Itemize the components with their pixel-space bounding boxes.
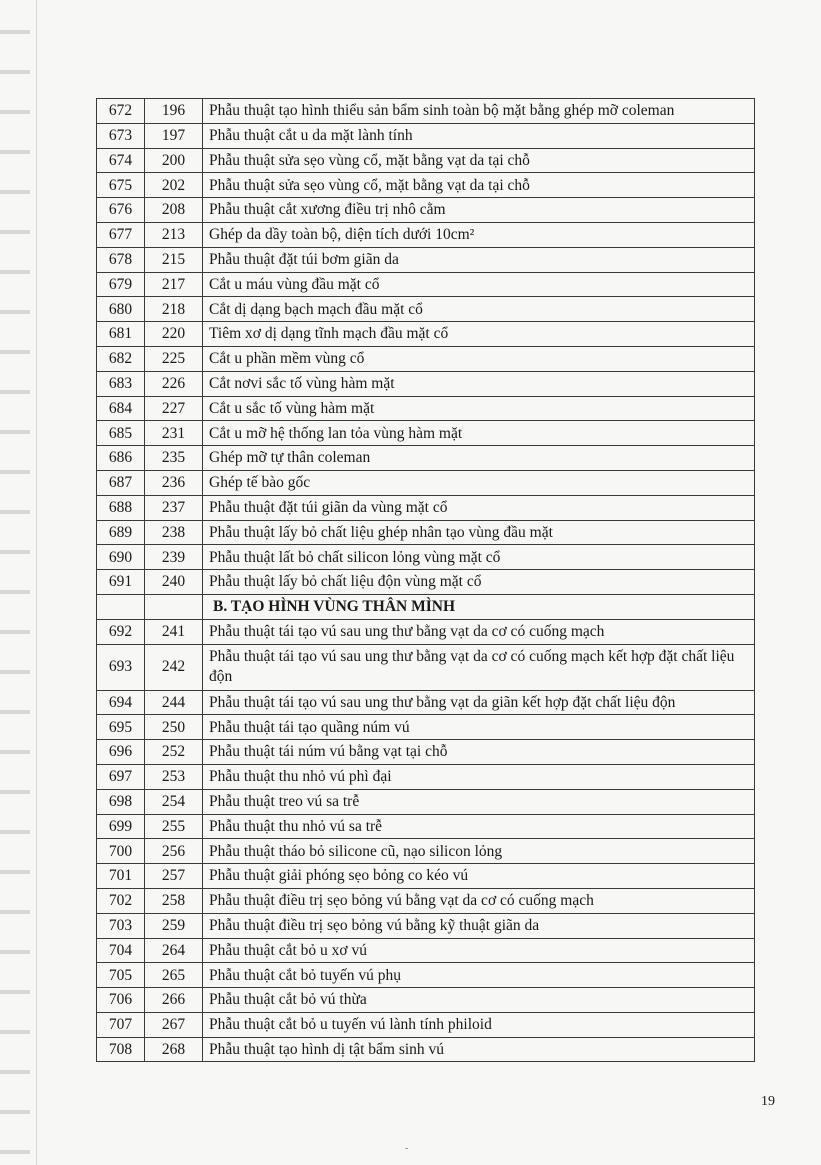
table-row bbox=[97, 913, 755, 938]
row-code-cell: 215 bbox=[145, 247, 203, 272]
page-number: 19 bbox=[761, 1094, 775, 1109]
table-row bbox=[97, 988, 755, 1013]
table-row bbox=[97, 346, 755, 371]
row-code-cell: 226 bbox=[145, 371, 203, 396]
row-stt-cell: 687 bbox=[97, 470, 145, 495]
row-code-cell: 239 bbox=[145, 545, 203, 570]
row-stt-cell: 697 bbox=[97, 764, 145, 789]
table-row bbox=[97, 247, 755, 272]
row-code-cell: 225 bbox=[145, 346, 203, 371]
row-name-cell: Cắt u mỡ hệ thống lan tỏa vùng hàm mặt bbox=[203, 421, 755, 446]
row-code-cell: 213 bbox=[145, 222, 203, 247]
row-name-cell: Phẫu thuật cắt bỏ vú thừa bbox=[203, 988, 755, 1013]
binding-holes bbox=[0, 0, 30, 1165]
row-name-cell: Cắt dị dạng bạch mạch đầu mặt cổ bbox=[203, 297, 755, 322]
row-code-cell: 227 bbox=[145, 396, 203, 421]
table-row bbox=[97, 148, 755, 173]
row-stt-cell: 696 bbox=[97, 740, 145, 765]
row-code-cell: 264 bbox=[145, 938, 203, 963]
row-code-cell: 252 bbox=[145, 740, 203, 765]
row-name-cell: Ghép tế bào gốc bbox=[203, 470, 755, 495]
row-code-cell: 253 bbox=[145, 764, 203, 789]
row-name-cell: Phẫu thuật treo vú sa trễ bbox=[203, 789, 755, 814]
row-name-cell: Phẫu thuật đặt túi giãn da vùng mặt cổ bbox=[203, 495, 755, 520]
row-name-cell: Phẫu thuật tái tạo vú sau ung thư bằng vạt da cơ có cuống mạch kết hợp đặt chất liệu độn bbox=[203, 644, 755, 690]
table-row bbox=[97, 715, 755, 740]
row-code-cell: 237 bbox=[145, 495, 203, 520]
row-stt-cell: 698 bbox=[97, 789, 145, 814]
table-row bbox=[97, 1012, 755, 1037]
table-row bbox=[97, 864, 755, 889]
row-code-cell: 240 bbox=[145, 570, 203, 595]
row-code-cell: 208 bbox=[145, 198, 203, 223]
row-stt-cell: 694 bbox=[97, 690, 145, 715]
row-code-cell: 254 bbox=[145, 789, 203, 814]
row-stt-cell: 703 bbox=[97, 913, 145, 938]
table-row bbox=[97, 446, 755, 471]
row-name-cell: Phẫu thuật thu nhỏ vú sa trễ bbox=[203, 814, 755, 839]
row-stt-cell: 702 bbox=[97, 888, 145, 913]
table-row bbox=[97, 198, 755, 223]
row-code-cell: 218 bbox=[145, 297, 203, 322]
row-stt-cell: 683 bbox=[97, 371, 145, 396]
row-stt-cell: 695 bbox=[97, 715, 145, 740]
row-code-cell: 244 bbox=[145, 690, 203, 715]
row-name-cell: Cắt u sắc tố vùng hàm mặt bbox=[203, 396, 755, 421]
row-stt-cell: 706 bbox=[97, 988, 145, 1013]
row-code-cell: 242 bbox=[145, 644, 203, 690]
row-name-cell: Phẫu thuật tái tạo vú sau ung thư bằng vạt da giãn kết hợp đặt chất liệu độn bbox=[203, 690, 755, 715]
row-code-cell: 236 bbox=[145, 470, 203, 495]
row-code-cell: 238 bbox=[145, 520, 203, 545]
row-name-cell: Phẫu thuật sửa sẹo vùng cổ, mặt bằng vạt da tại chỗ bbox=[203, 148, 755, 173]
row-stt-cell: 700 bbox=[97, 839, 145, 864]
row-stt-cell: 693 bbox=[97, 644, 145, 690]
row-name-cell: Ghép mỡ tự thân coleman bbox=[203, 446, 755, 471]
row-code-cell bbox=[145, 594, 203, 619]
procedure-table-body bbox=[97, 99, 755, 1062]
table-row bbox=[97, 545, 755, 570]
row-code-cell: 200 bbox=[145, 148, 203, 173]
row-name-cell: B. TẠO HÌNH VÙNG THÂN MÌNH bbox=[203, 594, 755, 619]
table-row bbox=[97, 123, 755, 148]
row-stt-cell: 678 bbox=[97, 247, 145, 272]
row-code-cell: 259 bbox=[145, 913, 203, 938]
scan-mark: ‑ bbox=[405, 1143, 409, 1154]
row-stt-cell: 699 bbox=[97, 814, 145, 839]
table-row bbox=[97, 173, 755, 198]
row-code-cell: 268 bbox=[145, 1037, 203, 1062]
table-row bbox=[97, 839, 755, 864]
row-stt-cell bbox=[97, 594, 145, 619]
row-code-cell: 250 bbox=[145, 715, 203, 740]
row-code-cell: 256 bbox=[145, 839, 203, 864]
row-stt-cell: 674 bbox=[97, 148, 145, 173]
row-name-cell: Phẫu thuật tái tạo quầng núm vú bbox=[203, 715, 755, 740]
row-name-cell: Phẫu thuật tái núm vú bằng vạt tại chỗ bbox=[203, 740, 755, 765]
row-stt-cell: 691 bbox=[97, 570, 145, 595]
row-name-cell: Phẫu thuật lất bỏ chất silicon lỏng vùng mặt cổ bbox=[203, 545, 755, 570]
table-row bbox=[97, 764, 755, 789]
row-code-cell: 267 bbox=[145, 1012, 203, 1037]
procedure-table bbox=[96, 98, 755, 1062]
row-name-cell: Phẫu thuật điều trị sẹo bỏng vú bằng vạt da cơ có cuống mạch bbox=[203, 888, 755, 913]
row-stt-cell: 690 bbox=[97, 545, 145, 570]
row-stt-cell: 672 bbox=[97, 99, 145, 124]
row-name-cell: Phẫu thuật tạo hình thiểu sản bẩm sinh toàn bộ mặt bằng ghép mỡ coleman bbox=[203, 99, 755, 124]
row-stt-cell: 686 bbox=[97, 446, 145, 471]
row-name-cell: Ghép da dầy toàn bộ, diện tích dưới 10cm² bbox=[203, 222, 755, 247]
row-stt-cell: 688 bbox=[97, 495, 145, 520]
row-name-cell: Phẫu thuật lấy bỏ chất liệu độn vùng mặt cổ bbox=[203, 570, 755, 595]
section-header-row bbox=[97, 594, 755, 619]
row-code-cell: 258 bbox=[145, 888, 203, 913]
row-name-cell: Phẫu thuật cắt bỏ u tuyến vú lành tính philoid bbox=[203, 1012, 755, 1037]
row-name-cell: Phẫu thuật điều trị sẹo bỏng vú bằng kỹ thuật giãn da bbox=[203, 913, 755, 938]
row-name-cell: Cắt u phần mềm vùng cổ bbox=[203, 346, 755, 371]
row-name-cell: Phẫu thuật tháo bỏ silicone cũ, nạo silicon lỏng bbox=[203, 839, 755, 864]
table-row bbox=[97, 371, 755, 396]
row-code-cell: 197 bbox=[145, 123, 203, 148]
row-code-cell: 220 bbox=[145, 322, 203, 347]
row-stt-cell: 680 bbox=[97, 297, 145, 322]
row-name-cell: Cắt nơvi sắc tố vùng hàm mặt bbox=[203, 371, 755, 396]
table-row bbox=[97, 740, 755, 765]
row-stt-cell: 684 bbox=[97, 396, 145, 421]
table-row bbox=[97, 789, 755, 814]
row-stt-cell: 681 bbox=[97, 322, 145, 347]
table-row bbox=[97, 814, 755, 839]
row-code-cell: 231 bbox=[145, 421, 203, 446]
table-row bbox=[97, 495, 755, 520]
table-row bbox=[97, 938, 755, 963]
table-row bbox=[97, 644, 755, 690]
row-code-cell: 217 bbox=[145, 272, 203, 297]
table-row bbox=[97, 963, 755, 988]
row-name-cell: Phẫu thuật thu nhỏ vú phì đại bbox=[203, 764, 755, 789]
row-code-cell: 241 bbox=[145, 619, 203, 644]
table-row bbox=[97, 1037, 755, 1062]
row-name-cell: Phẫu thuật tạo hình dị tật bẩm sinh vú bbox=[203, 1037, 755, 1062]
row-stt-cell: 679 bbox=[97, 272, 145, 297]
row-code-cell: 202 bbox=[145, 173, 203, 198]
row-code-cell: 196 bbox=[145, 99, 203, 124]
row-name-cell: Cắt u máu vùng đầu mặt cổ bbox=[203, 272, 755, 297]
table-row bbox=[97, 322, 755, 347]
table-row bbox=[97, 619, 755, 644]
row-stt-cell: 682 bbox=[97, 346, 145, 371]
row-name-cell: Phẫu thuật cắt bỏ u xơ vú bbox=[203, 938, 755, 963]
table-row bbox=[97, 690, 755, 715]
table-row bbox=[97, 297, 755, 322]
row-name-cell: Phẫu thuật đặt túi bơm giãn da bbox=[203, 247, 755, 272]
row-name-cell: Phẫu thuật cắt bỏ tuyến vú phụ bbox=[203, 963, 755, 988]
row-stt-cell: 689 bbox=[97, 520, 145, 545]
binding-margin-line bbox=[36, 0, 37, 1165]
table-row bbox=[97, 888, 755, 913]
row-name-cell: Phẫu thuật cắt u da mặt lành tính bbox=[203, 123, 755, 148]
table-row bbox=[97, 520, 755, 545]
row-code-cell: 266 bbox=[145, 988, 203, 1013]
row-stt-cell: 677 bbox=[97, 222, 145, 247]
row-name-cell: Phẫu thuật cắt xương điều trị nhô cằm bbox=[203, 198, 755, 223]
row-stt-cell: 685 bbox=[97, 421, 145, 446]
table-row bbox=[97, 272, 755, 297]
row-stt-cell: 704 bbox=[97, 938, 145, 963]
row-stt-cell: 675 bbox=[97, 173, 145, 198]
table-row bbox=[97, 222, 755, 247]
row-stt-cell: 701 bbox=[97, 864, 145, 889]
table-row bbox=[97, 570, 755, 595]
row-name-cell: Phẫu thuật lấy bỏ chất liệu ghép nhân tạo vùng đầu mặt bbox=[203, 520, 755, 545]
row-stt-cell: 673 bbox=[97, 123, 145, 148]
table-row bbox=[97, 99, 755, 124]
row-stt-cell: 692 bbox=[97, 619, 145, 644]
row-name-cell: Phẫu thuật tái tạo vú sau ung thư bằng vạt da cơ có cuống mạch bbox=[203, 619, 755, 644]
row-name-cell: Tiêm xơ dị dạng tĩnh mạch đầu mặt cổ bbox=[203, 322, 755, 347]
row-stt-cell: 676 bbox=[97, 198, 145, 223]
table-row bbox=[97, 396, 755, 421]
row-code-cell: 257 bbox=[145, 864, 203, 889]
row-code-cell: 255 bbox=[145, 814, 203, 839]
row-name-cell: Phẫu thuật sửa sẹo vùng cổ, mặt bằng vạt da tại chỗ bbox=[203, 173, 755, 198]
table-row bbox=[97, 421, 755, 446]
row-name-cell: Phẫu thuật giải phóng sẹo bỏng co kéo vú bbox=[203, 864, 755, 889]
row-code-cell: 265 bbox=[145, 963, 203, 988]
row-stt-cell: 705 bbox=[97, 963, 145, 988]
row-stt-cell: 708 bbox=[97, 1037, 145, 1062]
row-code-cell: 235 bbox=[145, 446, 203, 471]
table-row bbox=[97, 470, 755, 495]
row-stt-cell: 707 bbox=[97, 1012, 145, 1037]
